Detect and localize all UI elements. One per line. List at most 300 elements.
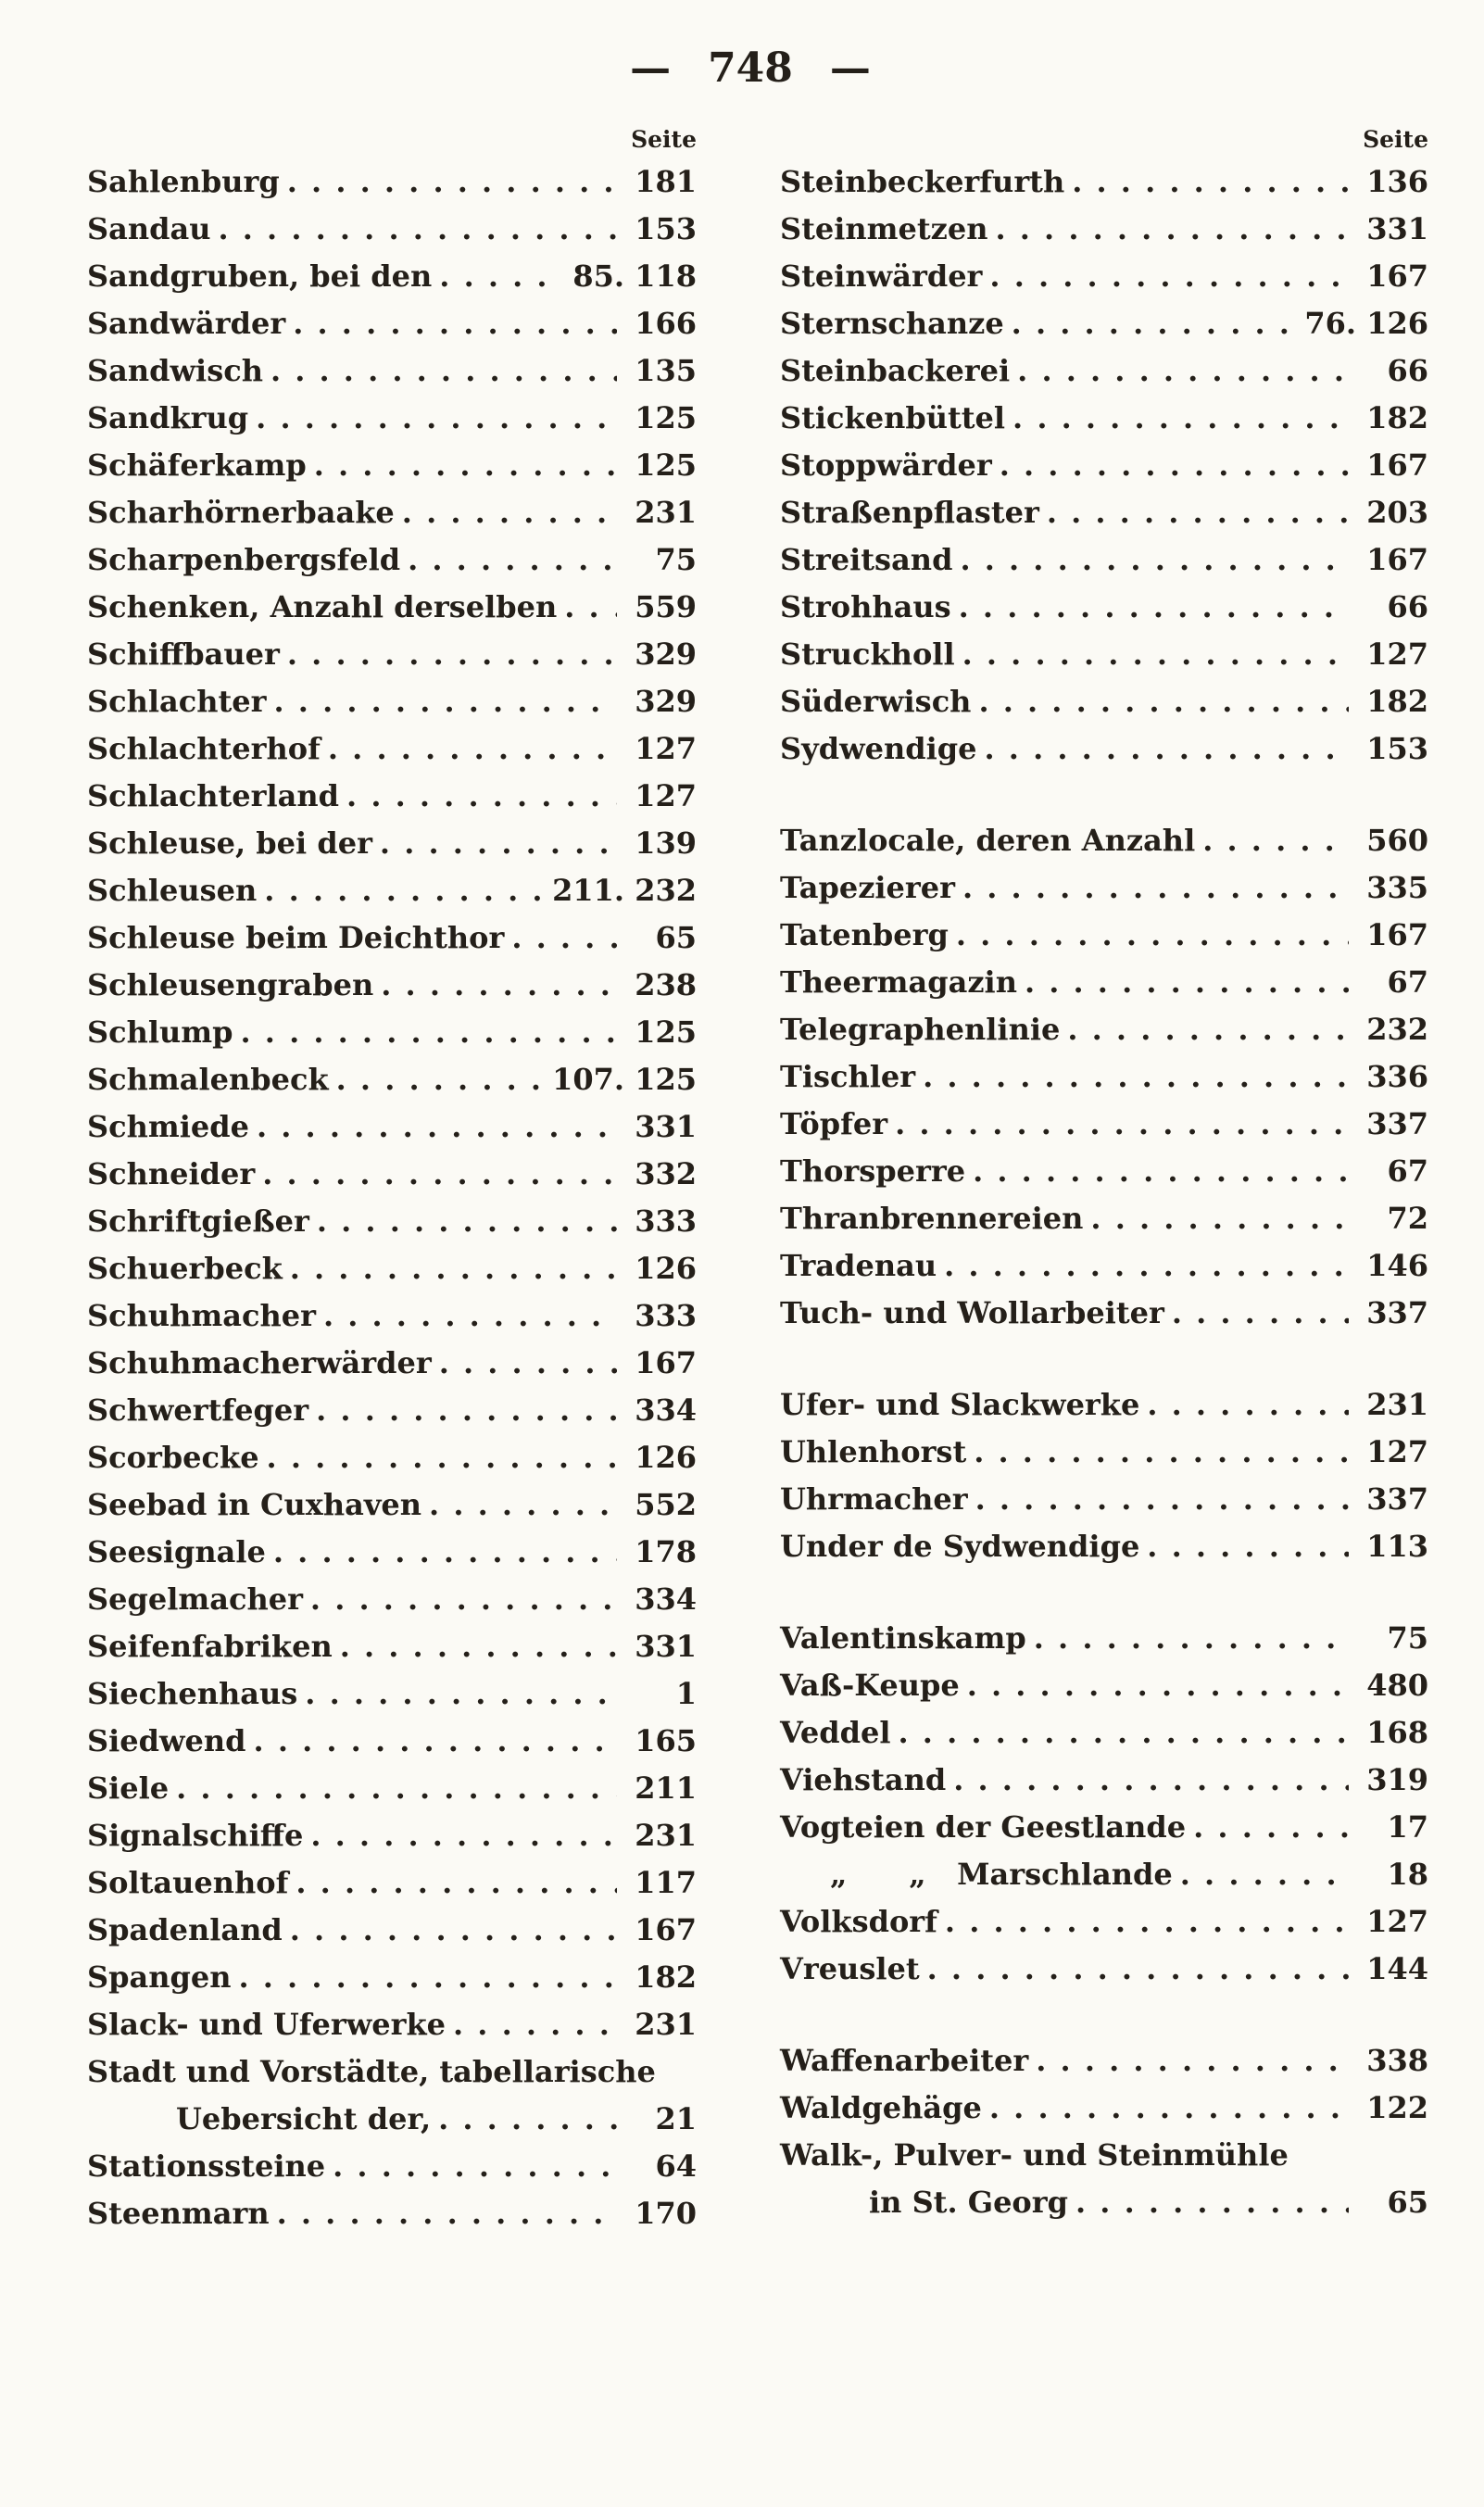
entry-line xyxy=(72,1151,697,1198)
entry-page-number: 67 xyxy=(1387,1153,1428,1189)
dot-leader xyxy=(1034,1615,1349,1662)
dot-leader xyxy=(944,1242,1349,1290)
entry-label: Under de Sydwendige xyxy=(780,1529,1140,1564)
entry-label: Stadt und Vorstädte, tabellarische xyxy=(87,2054,656,2089)
index-entry xyxy=(72,1151,697,1198)
entry-page-number: 170 xyxy=(635,2196,697,2231)
index-entry xyxy=(72,678,697,725)
entry-page-number: 231 xyxy=(635,495,697,530)
dot-leader xyxy=(967,1662,1349,1709)
index-entry xyxy=(765,1804,1428,1851)
entry-page-number: 127 xyxy=(1366,1434,1428,1469)
entry-page-number: 334 xyxy=(635,1581,697,1617)
index-column xyxy=(750,125,1428,2237)
entry-line xyxy=(72,1245,697,1292)
entry-page-number: 337 xyxy=(1366,1481,1428,1517)
entry-line xyxy=(72,584,697,631)
entry-page-number: 66 xyxy=(1387,353,1428,388)
entry-page-number: 559 xyxy=(635,589,697,624)
index-entry xyxy=(765,1148,1428,1195)
entry-line xyxy=(72,1812,697,1859)
entry-label: Schleusen xyxy=(87,873,258,908)
entry-page-number: 329 xyxy=(635,684,697,719)
entry-line xyxy=(765,1615,1428,1662)
index-entry xyxy=(765,1242,1428,1290)
dot-leader xyxy=(962,864,1349,912)
index-entry xyxy=(765,631,1428,678)
entry-line xyxy=(765,347,1428,395)
entry-label: Seebad in Cuxhaven xyxy=(87,1487,422,1522)
dot-leader xyxy=(264,867,543,914)
entry-label: Uhrmacher xyxy=(780,1481,968,1517)
entry-label: Seesignale xyxy=(87,1534,266,1569)
index-entry xyxy=(765,725,1428,773)
index-entry xyxy=(72,1812,697,1859)
entry-line xyxy=(765,631,1428,678)
entry-page-number: 552 xyxy=(635,1487,697,1522)
entry-label: Schlump xyxy=(87,1014,233,1050)
dot-leader xyxy=(1017,347,1349,395)
index-entry xyxy=(765,1662,1428,1709)
entry-label: Süderwisch xyxy=(780,684,972,719)
entry-line xyxy=(72,347,697,395)
entry-line xyxy=(765,1757,1428,1804)
entry-page-number: 18 xyxy=(1387,1857,1428,1892)
index-entry xyxy=(765,864,1428,912)
entry-line xyxy=(72,1576,697,1623)
dot-leader xyxy=(290,1907,617,1954)
index-entry xyxy=(765,300,1428,347)
entry-page-number: 332 xyxy=(635,1156,697,1191)
dot-leader xyxy=(945,1898,1349,1946)
entry-label: Tatenberg xyxy=(780,917,949,952)
entry-line xyxy=(72,1198,697,1245)
entry-page-number: 75 xyxy=(655,542,697,577)
dot-leader xyxy=(1072,158,1349,206)
index-entry xyxy=(765,1615,1428,1662)
entry-page-number: 167 xyxy=(635,1912,697,1947)
entry-line xyxy=(765,442,1428,489)
dot-leader xyxy=(453,2001,617,2048)
index-entry xyxy=(765,1006,1428,1053)
dot-leader xyxy=(959,584,1349,631)
entry-page-number: 335 xyxy=(1366,870,1428,905)
entry-page-number: 17 xyxy=(1387,1809,1428,1845)
index-entry xyxy=(72,1056,697,1103)
entry-page-number: 67 xyxy=(1387,964,1428,1000)
dot-leader xyxy=(1025,959,1349,1006)
entry-label: Tapezierer xyxy=(780,870,955,905)
entry-page-number: 125 xyxy=(635,447,697,483)
entry-label: Segelmacher xyxy=(87,1581,303,1617)
entry-label: Scharpenbergsfeld xyxy=(87,542,401,577)
entry-page-number: 211. 232 xyxy=(552,873,697,908)
entry-line xyxy=(72,773,697,820)
entry-page-number: 336 xyxy=(1366,1059,1428,1094)
entry-page-number: 167 xyxy=(1366,447,1428,483)
entry-label: Uebersicht der, xyxy=(176,2101,432,2136)
entry-line xyxy=(72,867,697,914)
index-entry xyxy=(765,912,1428,959)
entry-label: Veddel xyxy=(780,1715,891,1750)
entry-page-number: 85. 118 xyxy=(572,258,697,294)
dot-leader xyxy=(1012,300,1296,347)
index-entry xyxy=(72,1009,697,1056)
index-entry xyxy=(765,253,1428,300)
index-entry xyxy=(765,817,1428,864)
seite-column-label: Seite xyxy=(1363,126,1428,153)
entry-line xyxy=(72,1670,697,1718)
entry-line xyxy=(765,1242,1428,1290)
entry-label: Waldgehäge xyxy=(780,2090,982,2125)
index-entry xyxy=(765,1195,1428,1242)
entry-page-number: 125 xyxy=(635,1014,697,1050)
index-entry xyxy=(765,1429,1428,1476)
dot-leader xyxy=(176,1765,617,1812)
index-entry xyxy=(72,1198,697,1245)
entry-line xyxy=(72,1907,697,1954)
index-entry xyxy=(72,2143,697,2190)
dot-leader xyxy=(1090,1195,1349,1242)
index-entry xyxy=(765,2132,1428,2226)
entry-label: Schuhmacherwärder xyxy=(87,1345,432,1380)
entry-line xyxy=(72,2001,697,2048)
entry-page-number: 127 xyxy=(1366,1904,1428,1939)
entry-line xyxy=(765,678,1428,725)
entry-page-number: 21 xyxy=(655,2101,697,2136)
entry-label: Schuhmacher xyxy=(87,1298,316,1333)
entry-label: Struckholl xyxy=(780,636,955,672)
entry-page-number: 560 xyxy=(1366,823,1428,858)
entry-line xyxy=(72,2190,697,2237)
dot-leader xyxy=(273,1529,617,1576)
entry-line xyxy=(765,489,1428,536)
entry-label: Schlachterhof xyxy=(87,731,321,766)
index-entry xyxy=(72,395,697,442)
index-entry xyxy=(72,1529,697,1576)
entry-line xyxy=(72,1529,697,1576)
entry-page-number: 113 xyxy=(1366,1529,1428,1564)
entry-label: Vreuslet xyxy=(780,1951,920,1986)
entry-line xyxy=(72,2143,697,2190)
dot-leader xyxy=(314,442,617,489)
entry-line xyxy=(765,584,1428,631)
entry-line xyxy=(765,1101,1428,1148)
entry-page-number: 167 xyxy=(1366,917,1428,952)
dot-leader xyxy=(380,820,617,867)
entry-page-number: 76. 126 xyxy=(1304,306,1428,341)
index-entry xyxy=(765,347,1428,395)
dot-leader xyxy=(267,1434,617,1481)
entry-line xyxy=(765,1709,1428,1757)
entry-page-number: 146 xyxy=(1366,1248,1428,1283)
entry-label: Sandwisch xyxy=(87,353,263,388)
dot-leader xyxy=(989,2085,1349,2132)
dot-leader xyxy=(290,1245,617,1292)
index-entry xyxy=(72,867,697,914)
dot-leader xyxy=(1180,1851,1349,1898)
entry-line xyxy=(72,1765,697,1812)
entry-line xyxy=(72,631,697,678)
entry-page-number: 122 xyxy=(1366,2090,1428,2125)
entry-page-number: 232 xyxy=(1366,1012,1428,1047)
index-entry xyxy=(72,1245,697,1292)
entry-label: Sydwendige xyxy=(780,731,977,766)
entry-line xyxy=(765,1898,1428,1946)
entry-label: Spangen xyxy=(87,1959,232,1995)
entry-label: Steenmarn xyxy=(87,2196,270,2231)
entry-line xyxy=(765,2132,1428,2179)
entry-line xyxy=(765,1148,1428,1195)
dot-leader xyxy=(1147,1523,1349,1570)
entry-page-number: 337 xyxy=(1366,1106,1428,1141)
entry-label: Sandkrug xyxy=(87,400,249,435)
entry-page-number: 65 xyxy=(655,920,697,955)
index-entry xyxy=(765,489,1428,536)
entry-label: Schäferkamp xyxy=(87,447,307,483)
entry-page-number: 319 xyxy=(1366,1762,1428,1797)
entry-line xyxy=(72,395,697,442)
dot-leader xyxy=(257,1103,617,1151)
dot-leader xyxy=(328,725,617,773)
entry-page-number: 238 xyxy=(635,967,697,1002)
dot-leader xyxy=(1172,1290,1349,1337)
dot-leader xyxy=(985,725,1349,773)
entry-line xyxy=(72,1859,697,1907)
dot-leader xyxy=(1047,489,1349,536)
index-entry xyxy=(72,1340,697,1387)
dot-leader xyxy=(975,1476,1349,1523)
entry-page-number: 153 xyxy=(1366,731,1428,766)
index-entry xyxy=(72,1907,697,1954)
index-entry xyxy=(72,962,697,1009)
entry-label: Streitsand xyxy=(780,542,953,577)
entry-label: Steinbackerei xyxy=(780,353,1011,388)
entry-label: Scharhörnerbaake xyxy=(87,495,395,530)
index-entry xyxy=(765,1851,1428,1898)
header-dash-left: — xyxy=(630,44,672,92)
entry-page-number: 231 xyxy=(635,1818,697,1853)
entry-label: Sandwärder xyxy=(87,306,286,341)
index-entry xyxy=(765,1476,1428,1523)
index-entry xyxy=(765,158,1428,206)
entry-label: Schwertfeger xyxy=(87,1392,309,1428)
entry-line xyxy=(72,300,697,347)
entry-page-number: 135 xyxy=(635,353,697,388)
index-entry xyxy=(72,1481,697,1529)
entry-line xyxy=(72,2096,697,2143)
dot-leader xyxy=(408,536,617,584)
entry-page-number: 127 xyxy=(635,731,697,766)
dot-leader xyxy=(254,1718,617,1765)
entry-label: Thranbrennereien xyxy=(780,1201,1084,1236)
entry-line xyxy=(765,1476,1428,1523)
entry-line xyxy=(765,864,1428,912)
entry-line xyxy=(765,1053,1428,1101)
index-entry xyxy=(72,2190,697,2237)
dot-leader xyxy=(1000,442,1349,489)
index-entry xyxy=(765,442,1428,489)
dot-leader xyxy=(274,678,618,725)
index-entry xyxy=(72,536,697,584)
entry-page-number: 167 xyxy=(1366,258,1428,294)
entry-line xyxy=(765,395,1428,442)
dot-leader xyxy=(381,962,617,1009)
index-entry xyxy=(72,1576,697,1623)
dot-leader xyxy=(439,1340,617,1387)
entry-page-number: 1 xyxy=(675,1676,697,1711)
entry-list xyxy=(765,158,1428,2226)
index-entry xyxy=(72,347,697,395)
entry-label: Tanzlocale, deren Anzahl xyxy=(780,823,1196,858)
entry-line xyxy=(765,206,1428,253)
index-entry xyxy=(765,1290,1428,1337)
entry-label: Schuerbeck xyxy=(87,1251,283,1286)
dot-leader xyxy=(310,1576,617,1623)
entry-label: Siedwend xyxy=(87,1723,246,1758)
entry-label: Uhlenhorst xyxy=(780,1434,967,1469)
entry-label: Viehstand xyxy=(780,1762,947,1797)
entry-page-number: 126 xyxy=(635,1440,697,1475)
entry-label: Schleusengraben xyxy=(87,967,374,1002)
dot-leader xyxy=(923,1053,1349,1101)
entry-label: Slack- und Uferwerke xyxy=(87,2007,446,2042)
entry-label: Sahlenburg xyxy=(87,164,280,199)
entry-label: Töpfer xyxy=(780,1106,888,1141)
entry-label: Steinmetzen xyxy=(780,211,988,246)
entry-page-number: 65 xyxy=(1387,2185,1428,2220)
dot-leader xyxy=(1067,1006,1349,1053)
entry-page-number: 331 xyxy=(1366,211,1428,246)
dot-leader xyxy=(1075,2179,1349,2226)
index-entry xyxy=(72,158,697,206)
entry-page-number: 125 xyxy=(635,400,697,435)
entry-page-number: 211 xyxy=(635,1770,697,1806)
dot-leader xyxy=(317,1198,617,1245)
entry-label: Sternschanze xyxy=(780,306,1004,341)
entry-line xyxy=(72,1056,697,1103)
entry-page-number: 182 xyxy=(1366,684,1428,719)
entry-label: in St. Georg xyxy=(869,2185,1068,2220)
entry-label: Schiffbauer xyxy=(87,636,280,672)
entry-label: Stoppwärder xyxy=(780,447,992,483)
dot-leader xyxy=(429,1481,617,1529)
index-entry xyxy=(72,1718,697,1765)
entry-label: Schmalenbeck xyxy=(87,1062,329,1097)
entry-page-number: 231 xyxy=(1366,1387,1428,1422)
entry-line xyxy=(72,914,697,962)
entry-line xyxy=(72,442,697,489)
dot-leader xyxy=(256,395,617,442)
entry-label: Vaß-Keupe xyxy=(780,1668,960,1703)
dot-leader xyxy=(287,631,617,678)
index-entry xyxy=(765,1053,1428,1101)
entry-line xyxy=(765,1429,1428,1476)
entry-label: Spadenland xyxy=(87,1912,283,1947)
entry-page-number: 331 xyxy=(635,1629,697,1664)
entry-line xyxy=(72,678,697,725)
dot-leader xyxy=(310,1812,617,1859)
dot-leader xyxy=(927,1946,1349,1993)
entry-line xyxy=(765,1804,1428,1851)
entry-label: Schneider xyxy=(87,1156,256,1191)
dot-leader xyxy=(895,1101,1349,1148)
entry-label: Tischler xyxy=(780,1059,916,1094)
entry-list xyxy=(72,158,697,2237)
entry-page-number: 338 xyxy=(1366,2043,1428,2078)
dot-leader xyxy=(346,773,617,820)
entry-label: Valentinskamp xyxy=(780,1620,1026,1656)
entry-label: Schenken, Anzahl derselben xyxy=(87,589,558,624)
entry-line xyxy=(72,820,697,867)
index-entry xyxy=(765,395,1428,442)
entry-line xyxy=(72,1954,697,2001)
dot-leader xyxy=(340,1623,617,1670)
entry-page-number: 181 xyxy=(635,164,697,199)
index-entry xyxy=(72,2001,697,2048)
index-entry xyxy=(72,489,697,536)
entry-line xyxy=(72,1387,697,1434)
entry-line xyxy=(72,725,697,773)
entry-line xyxy=(72,2048,697,2096)
dot-leader xyxy=(262,1151,617,1198)
seite-column-label: Seite xyxy=(631,126,697,153)
entry-label: Schriftgießer xyxy=(87,1203,309,1239)
index-entry xyxy=(72,1434,697,1481)
entry-line xyxy=(72,206,697,253)
dot-leader xyxy=(1193,1804,1349,1851)
dot-leader xyxy=(989,253,1349,300)
entry-label: Thorsperre xyxy=(780,1153,966,1189)
entry-label: Theermagazin xyxy=(780,964,1017,1000)
dot-leader xyxy=(439,253,563,300)
dot-leader xyxy=(1012,395,1349,442)
index-entry xyxy=(72,206,697,253)
entry-line xyxy=(765,2037,1428,2085)
dot-leader xyxy=(238,1954,617,2001)
entry-line xyxy=(72,1340,697,1387)
page-number-header xyxy=(72,44,1428,92)
entry-line xyxy=(765,158,1428,206)
entry-page-number: 139 xyxy=(635,825,697,861)
entry-page-number: 337 xyxy=(1366,1295,1428,1330)
index-entry xyxy=(765,584,1428,631)
entry-label: Steinbeckerfurth xyxy=(780,164,1065,199)
entry-page-number: 136 xyxy=(1366,164,1428,199)
entry-label: Tradenau xyxy=(780,1248,937,1283)
entry-page-number: 334 xyxy=(635,1392,697,1428)
page-number: 748 xyxy=(708,44,793,92)
entry-line xyxy=(765,2085,1428,2132)
index-entry xyxy=(765,2037,1428,2085)
entry-page-number: 126 xyxy=(635,1251,697,1286)
entry-line xyxy=(765,912,1428,959)
entry-line xyxy=(765,1290,1428,1337)
entry-line xyxy=(72,536,697,584)
entry-label: Vogteien der Geestlande xyxy=(780,1809,1187,1845)
entry-line xyxy=(72,1434,697,1481)
entry-line xyxy=(72,158,697,206)
dot-leader xyxy=(316,1387,617,1434)
index-entry xyxy=(72,2048,697,2143)
entry-page-number: 153 xyxy=(635,211,697,246)
index-entry xyxy=(765,959,1428,1006)
entry-page-number: 144 xyxy=(1366,1951,1428,1986)
entry-page-number: 107. 125 xyxy=(552,1062,697,1097)
dot-leader xyxy=(953,1757,1349,1804)
index-entry xyxy=(72,820,697,867)
entry-label: Telegraphenlinie xyxy=(780,1012,1061,1047)
